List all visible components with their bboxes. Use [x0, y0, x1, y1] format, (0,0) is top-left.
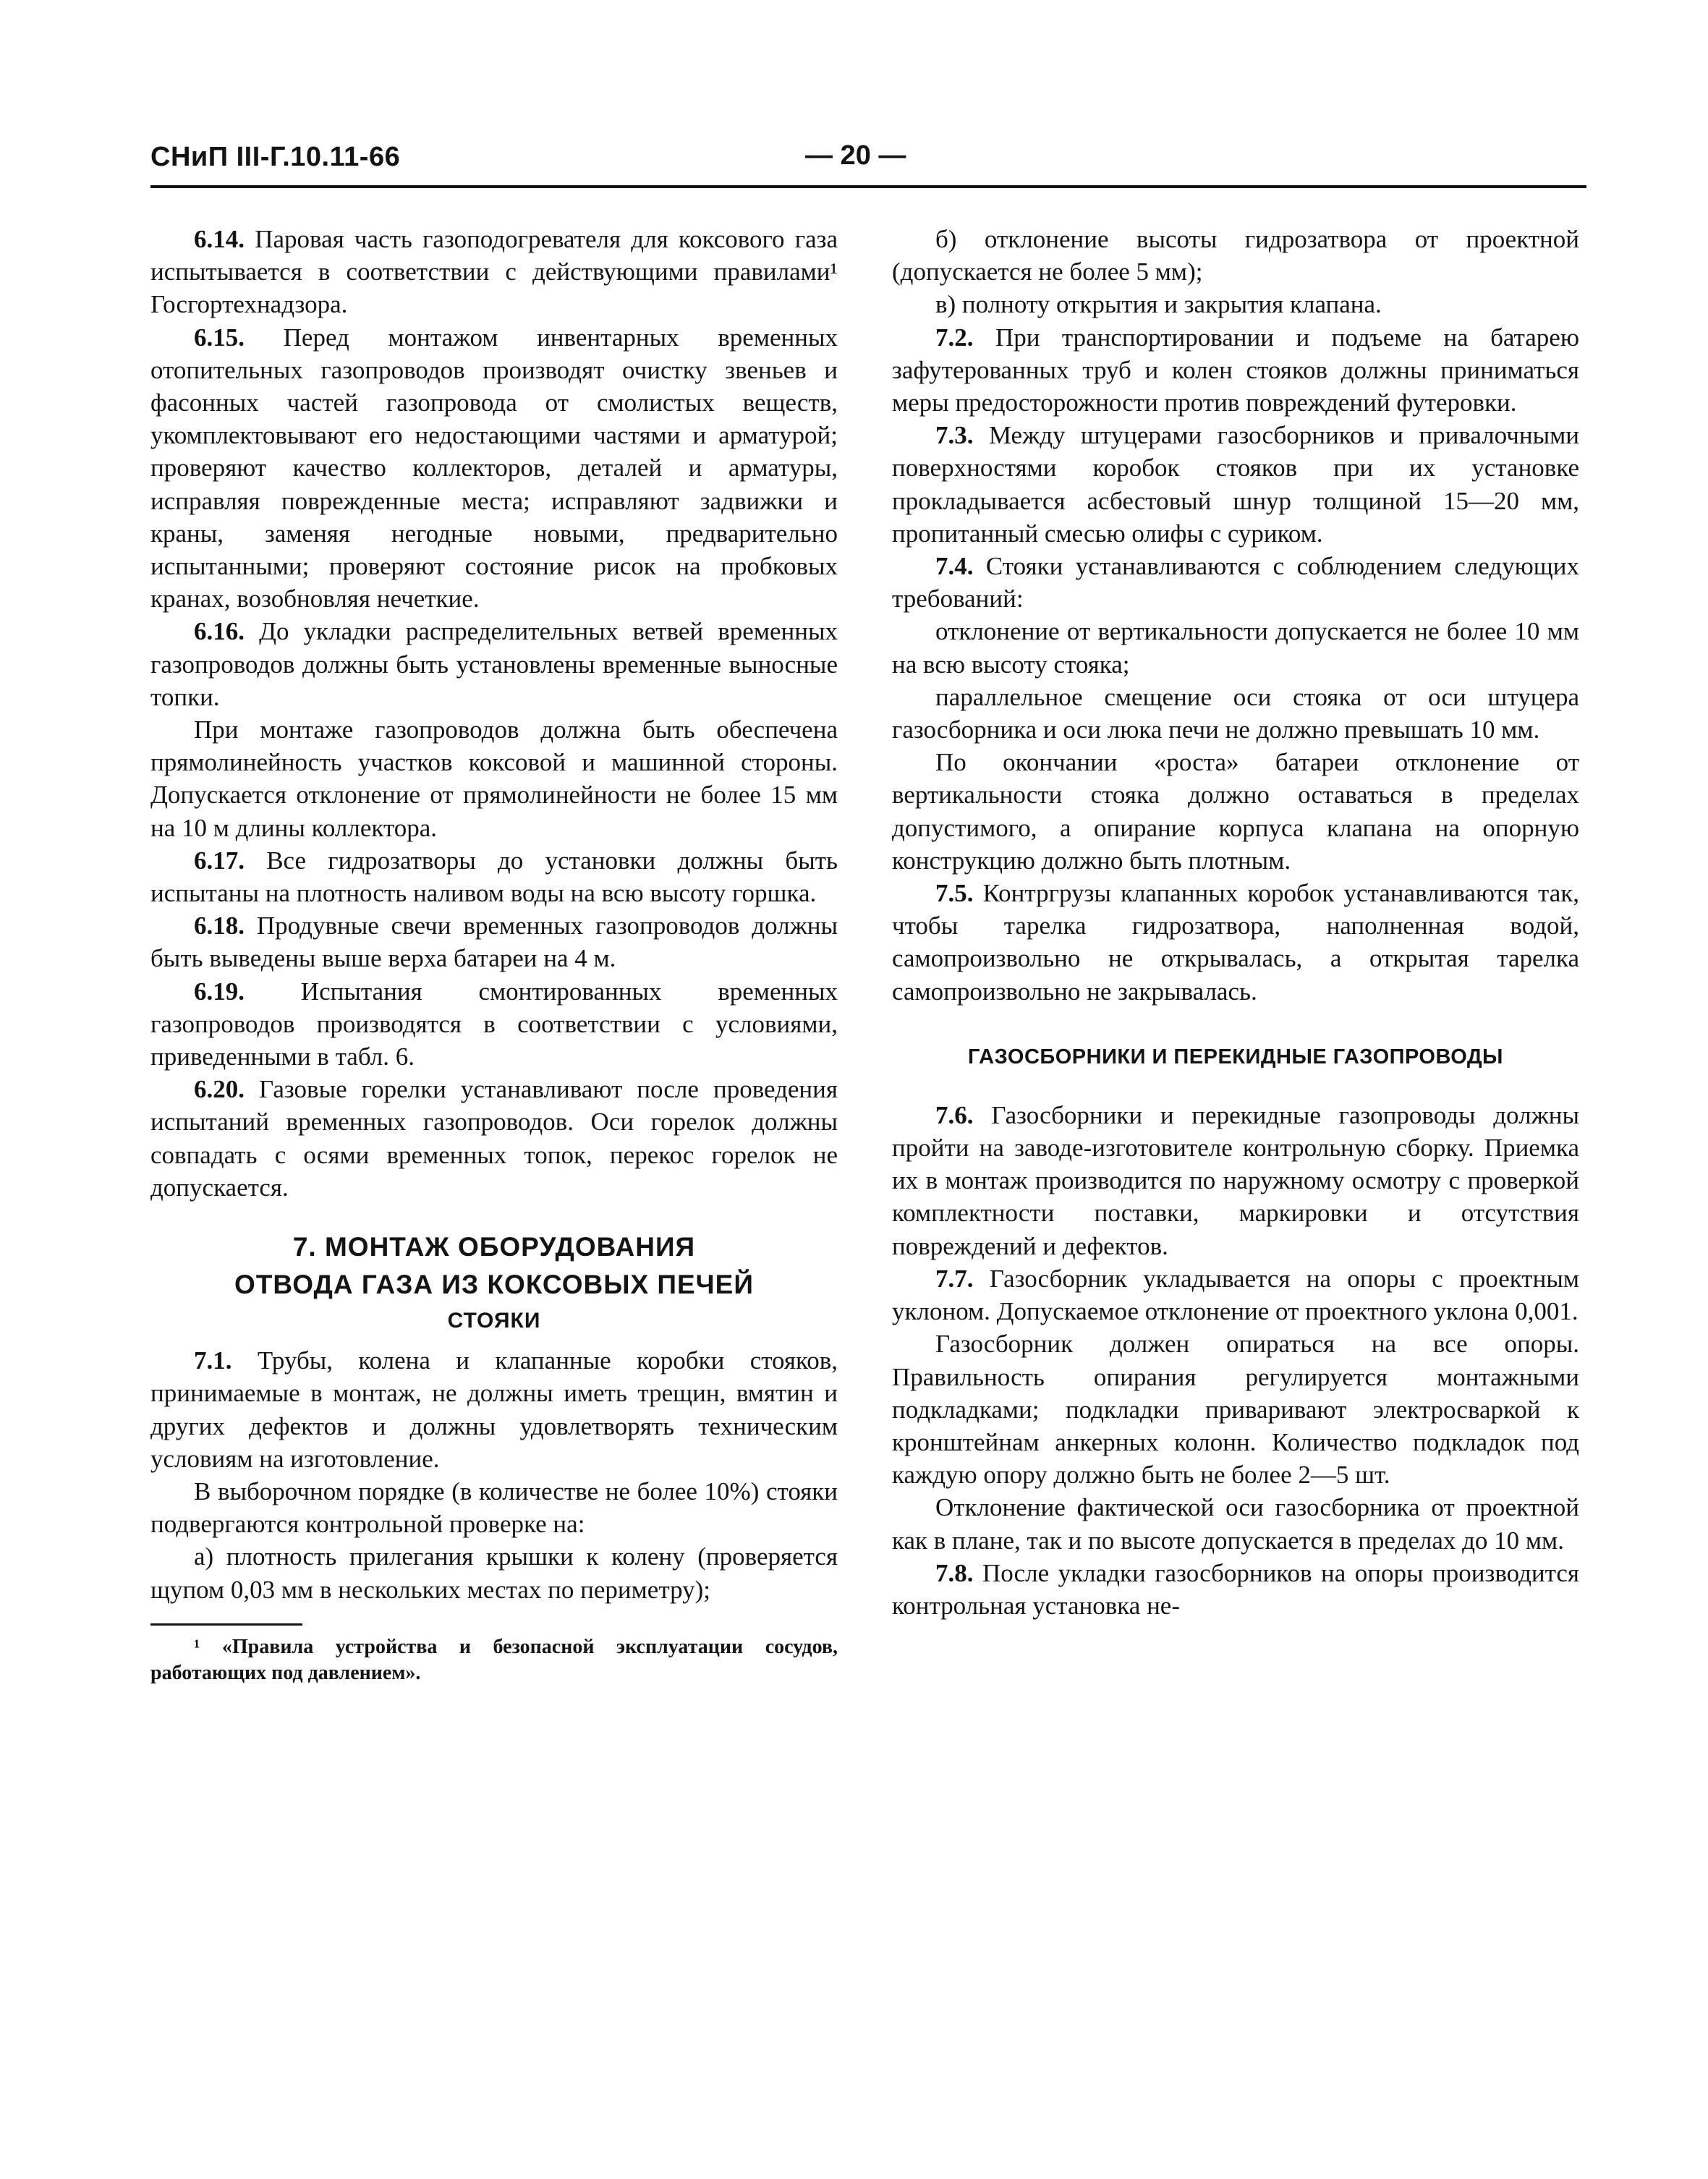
paragraph-6-17: 6.17. Все гидрозатворы до установки должны быть испытаны на плотность наливом воды на всю высоту горшка.	[150, 846, 838, 908]
section-heading-line-1: 7. МОНТАЖ ОБОРУДОВАНИЯ	[292, 1232, 696, 1262]
paragraph-7-8: 7.8. После укладки газосборников на опоры производится контрольная установка не-	[892, 1558, 1579, 1620]
paragraph-6-14: 6.14. Паровая часть газоподогревателя для коксового газа испытывается в соответствии с действующими правилами¹ Госгортехнадзора.	[150, 225, 838, 319]
page-header	[150, 142, 1586, 185]
section-heading	[150, 1228, 838, 1304]
paragraph-6-16-continued: При монтаже газопроводов должна быть обеспечена прямолинейность участков коксовой и машинной стороны. Допускается отклонение от прямолинейности не более 15 мм на 10 м длины коллектора.	[150, 715, 838, 842]
paragraph-7-1-continued: В выборочном порядке (в количестве не более 10%) стояки подвергаются контрольной проверке на:	[150, 1477, 838, 1539]
paragraph-7-2: 7.2. При транспортировании и подъеме на батарею зафутерованных труб и колен стояков должны приниматься меры предосторожности против повреждений футеровки.	[892, 323, 1579, 417]
paragraph-7-4-c: По окончании «роста» батареи отклонение от вертикальности стояка должно оставаться в пределах допустимого, а опирание корпуса клапана на опорную конструкцию должно быть плотным.	[892, 748, 1579, 875]
paragraph-6-19: 6.19. Испытания смонтированных временных газопроводов производятся в соответствии с условиями, приведенными в табл. 6.	[150, 977, 838, 1071]
right-column	[892, 223, 1579, 1622]
paragraph-7-7: 7.7. Газосборник укладывается на опоры с проектным уклоном. Допускаемое отклонение от проектного уклона 0,001.	[892, 1264, 1579, 1326]
list-item-b: б) отклонение высоты гидрозатвора от проектной (допускается не более 5 мм);	[892, 225, 1579, 286]
paragraph-7-4: 7.4. Стояки устанавливаются с соблюдением следующих требований:	[892, 552, 1579, 613]
paragraph-7-5: 7.5. Контргрузы клапанных коробок устанавливаются так, чтобы тарелка гидрозатвора, наполненная водой, самопроизвольно не открывалась, а открытая тарелка самопроизвольно не закрывалась.	[892, 879, 1579, 1006]
footnote: ¹ «Правила устройства и безопасной эксплуатации сосудов, работающих под давлением».	[150, 1635, 838, 1684]
subsection-heading-gazosborniki: ГАЗОСБОРНИКИ И ПЕРЕКИДНЫЕ ГАЗОПРОВОДЫ	[968, 1045, 1503, 1069]
left-column	[150, 223, 838, 1686]
paragraph-7-7-continued: Газосборник должен опираться на все опоры. Правильность опирания регулируется монтажными подкладками; подкладки приваривают электросваркой к кронштейнам анкерных колонн. Количество подкладок под каждую опору должно быть не более 2—5 шт.	[892, 1330, 1579, 1490]
page-number: — 20 —	[805, 140, 906, 171]
paragraph-7-4-b: параллельное смещение оси стояка от оси штуцера газосборника и оси люка печи не должно превышать 10 мм.	[892, 682, 1579, 744]
paragraph-6-18: 6.18. Продувные свечи временных газопроводов должны быть выведены выше верха батареи на 4 м.	[150, 912, 838, 973]
paragraph-7-3: 7.3. Между штуцерами газосборников и привалочными поверхностями коробок стояков при их установке прокладывается асбестовый шнур толщиной 15—20 мм, пропитанный смесью олифы с суриком.	[892, 421, 1579, 548]
paragraph-7-6: 7.6. Газосборники и перекидные газопроводы должны пройти на заводе-изготовителе контрольную сборку. Приемка их в монтаж производится по наружному осмотру с проверкой комплектности поставки, маркировки и отсутствия повреждений и дефектов.	[892, 1100, 1579, 1260]
header-rule	[150, 185, 1586, 188]
list-item-c: в) полноту открытия и закрытия клапана.	[935, 290, 1382, 319]
footnote-rule	[150, 1623, 302, 1626]
subsection-heading-stoyaki: СТОЯКИ	[447, 1309, 541, 1333]
paragraph-7-7-deviation: Отклонение фактической оси газосборника от проектной как в плане, так и по высоте допускается в пределах до 10 мм.	[892, 1493, 1579, 1555]
list-item-a: а) плотность прилегания крышки к колену (проверяется щупом 0,03 мм в нескольких местах по периметру);	[150, 1542, 838, 1604]
paragraph-6-16: 6.16. До укладки распределительных ветвей временных газопроводов должны быть установлены временные выносные топки.	[150, 617, 838, 711]
document-code: СНиП III-Г.10.11-66	[150, 142, 401, 172]
paragraph-6-15: 6.15. Перед монтажом инвентарных временных отопительных газопроводов производят очистку звеньев и фасонных частей газопровода от смолистых веществ, укомплектовывают его недостающими частями и арматурой; проверяют качество коллекторов, деталей и арматуры, исправляя поврежденные места; исправляют задвижки и краны, заменяя негодные новыми, предварительно испытанными; проверяют состояние рисок на пробковых кранах, возобновляя нечеткие.	[150, 323, 838, 613]
paragraph-7-4-a: отклонение от вертикальности допускается не более 10 мм на всю высоту стояка;	[892, 617, 1579, 679]
paragraph-7-1: 7.1. Трубы, колена и клапанные коробки стояков, принимаемые в монтаж, не должны иметь трещин, вмятин и других дефектов и должны удовлетворять техническим условиям на изготовление.	[150, 1346, 838, 1473]
section-heading-line-2: ОТВОДА ГАЗА ИЗ КОКСОВЫХ ПЕЧЕЙ	[234, 1270, 754, 1300]
paragraph-6-20: 6.20. Газовые горелки устанавливают после проведения испытаний временных газопроводов. Оси горелок должны совпадать с осями временных топок, перекос горелок не допускается.	[150, 1075, 838, 1202]
